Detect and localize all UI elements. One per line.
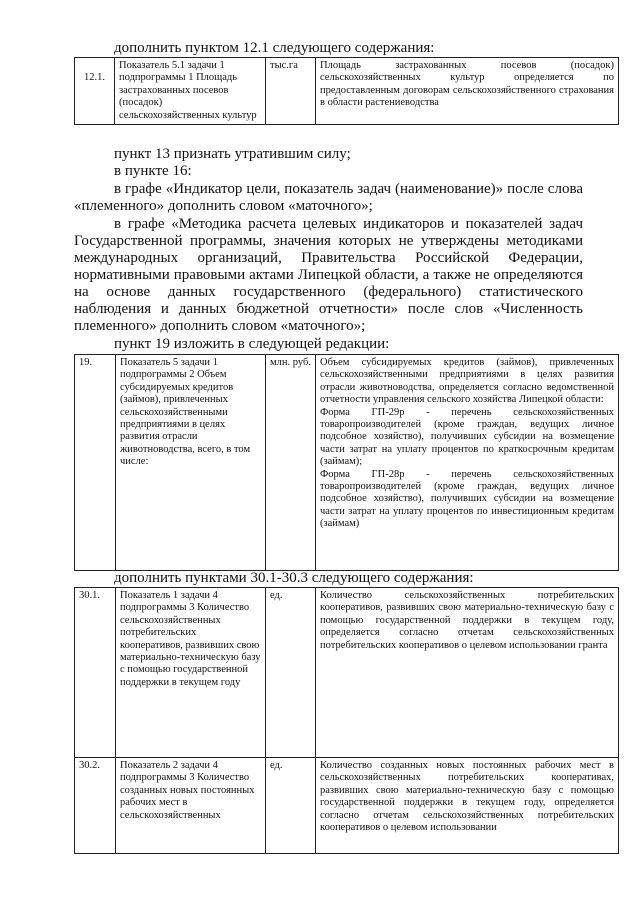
row-number: 12.1. xyxy=(75,58,115,125)
unit: тыс.га xyxy=(266,58,316,125)
method-form-29r: Форма ГП-29р - перечень сельскохозяйственных товаропроизводителей (кроме граждан, ведущих личное подсобное хозяйство), получивших субсидии на возмещение части затрат на уплату процентов по краткосрочным кредитам (займам); xyxy=(320,406,614,468)
row-number: 30.2. xyxy=(75,758,116,854)
table-row xyxy=(75,758,619,854)
indicator-name: Показатель 2 задачи 4 подпрограммы 3 Количество созданных новых постоянных рабочих мест в сельскохозяйственных xyxy=(116,758,266,854)
method-form-28r: Форма ГП-28р - перечень сельскохозяйственных товаропроизводителей (кроме граждан, ведущих личное подсобное хозяйство), получивших субсидии на возмещение части затрат на уплату процентов по инвестиционным кредитам (займам) xyxy=(320,468,614,530)
row-number: 19. xyxy=(75,355,116,571)
method: Количество сельскохозяйственных потребительских кооперативов, развивших свою материально-техническую базу с помощью государственной поддержки в текущем году, определяется согласно отчетам сельскохозяйственных потребительских кооперативов о целевом использовании гранта xyxy=(316,588,619,758)
indicator-name: Показатель 1 задачи 4 подпрограммы 3 Количество сельскохозяйственных потребительских кооперативов, развивших свою материально-техническую базу с помощью государственной поддержки в текущем году xyxy=(116,588,266,758)
table-row xyxy=(75,58,619,125)
unit: млн. руб. xyxy=(266,355,316,571)
unit: ед. xyxy=(266,758,316,854)
intro-12-1: дополнить пунктом 12.1 следующего содержания: xyxy=(114,40,435,56)
paragraph-13: пункт 13 признать утратившим силу; xyxy=(114,146,351,162)
table-row xyxy=(75,588,619,758)
method: Количество созданных новых постоянных рабочих мест в сельскохозяйственных потребительских кооперативах, развивших свою материально-техническую базу с помощью государственной поддержки в текущем году, определяется согласно отчетам сельскохозяйственных потребительских кооперативов о целевом использовании xyxy=(316,758,619,854)
intro-30: дополнить пунктами 30.1-30.3 следующего содержания: xyxy=(114,570,474,586)
intro-19: пункт 19 изложить в следующей редакции: xyxy=(114,336,390,352)
method: Площадь застрахованных посевов (посадок) сельскохозяйственных культур определяется по предоставленным договорам сельскохозяйственного страхования в области растениеводства xyxy=(316,58,619,125)
paragraph-16: в пункте 16: xyxy=(114,163,192,179)
table-19 xyxy=(74,354,619,571)
paragraph-16-a: в графе «Индикатор цели, показатель задач (наименование)» после слова «племенного» дополнить словом «маточного»; xyxy=(74,181,583,214)
table-12-1 xyxy=(74,57,619,125)
row-number: 30.1. xyxy=(75,588,116,758)
method xyxy=(316,355,619,571)
paragraph-16-b: в графе «Методика расчета целевых индикаторов и показателей задач Государственной программы, значения которых не утверждены методиками международных организаций, Правительства Российской Федерации, нормативными правовыми актами Липецкой области, а также не определяются на основе данных государственного (федерального) статистического наблюдения и данных бюджетной отчетности» после слов «Численность племенного» дополнить словом «маточного»; xyxy=(74,216,583,334)
indicator-name: Показатель 5 задачи 1 подпрограммы 2 Объем субсидируемых кредитов (займов), привлеченных сельскохозяйственными предприятиями в целях развития отрасли животноводства, всего, в том числе: xyxy=(116,355,266,571)
indicator-name: Показатель 5.1 задачи 1 подпрограммы 1 Площадь застрахованных посевов (посадок) сельскохозяйственных культур xyxy=(115,58,266,125)
method-text: Объем субсидируемых кредитов (займов), привлеченных сельскохозяйственными предприятиями в целях развития отрасли животноводства, определяется согласно ведомственной отчетности управления сельского хозяйства Липецкой области: xyxy=(320,357,614,406)
table-30 xyxy=(74,587,619,854)
unit: ед. xyxy=(266,588,316,758)
table-row xyxy=(75,355,619,571)
